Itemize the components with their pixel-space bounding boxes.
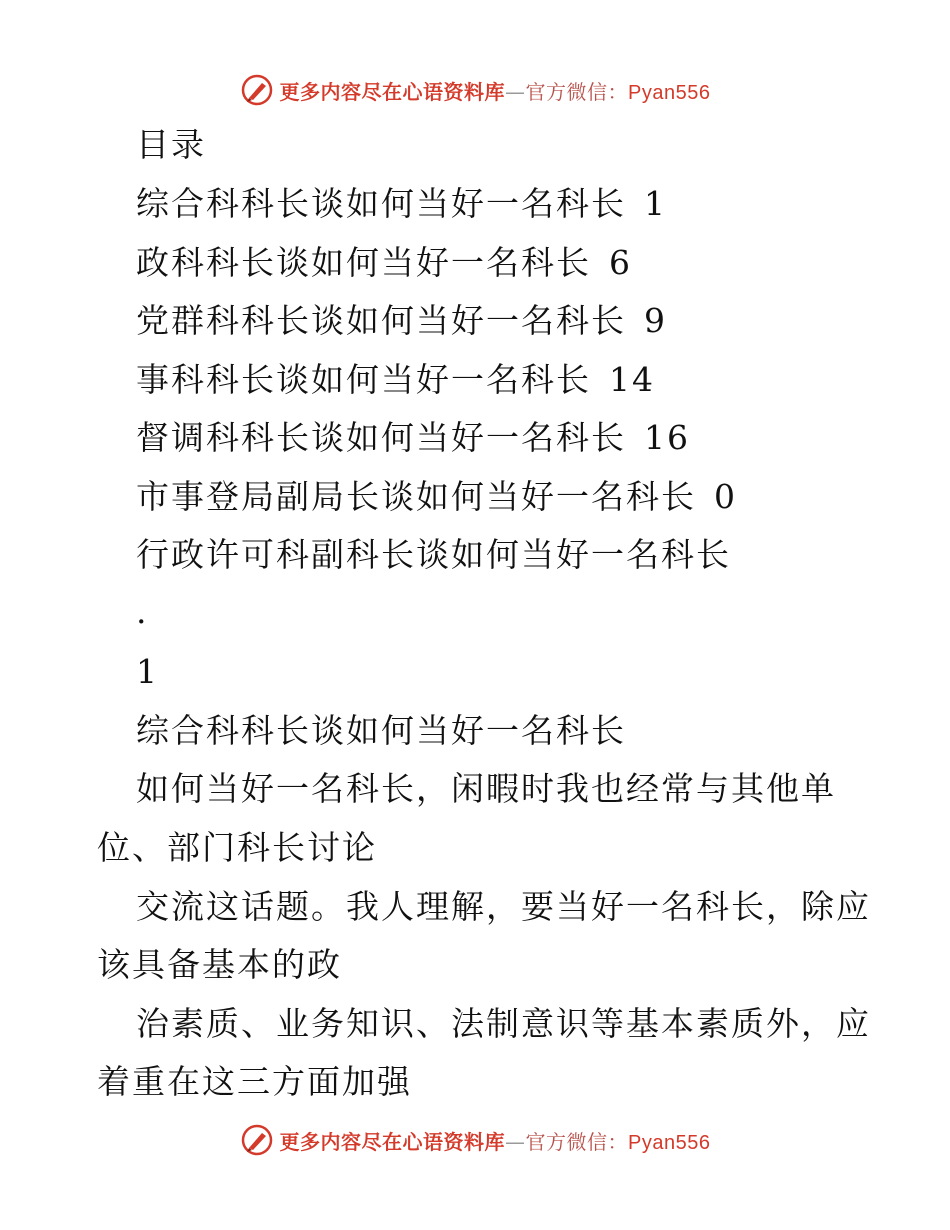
watermark-site-name: 更多内容尽在心语资料库 [279,79,506,104]
pen-logo-icon [240,73,274,107]
watermark-text [280,76,711,105]
toc-entry-title: 督调科科长谈如何当好一名科长 [136,418,626,457]
watermark-wechat-label: 官方微信： [525,79,629,104]
toc-entry [136,535,731,575]
toc-entry-title: 市事登局副局长谈如何当好一名科长 [136,477,696,516]
watermark-text [280,1126,711,1155]
body-line: 着重在这三方面加强 [97,1062,412,1101]
watermark-dash: — [505,79,526,104]
body-line: 位、部门科长讨论 [97,828,377,867]
body-line: 治素质、业务知识、法制意识等基本素质外，应 [136,1004,871,1043]
toc-entry-page: 6 [609,243,632,282]
watermark-site-name: 更多内容尽在心语资料库 [279,1129,506,1154]
toc-entry [136,301,667,341]
toc-entry-title: 事科科长谈如何当好一名科长 [136,360,591,399]
toc-entry [136,184,667,224]
watermark-wechat-label: 官方微信： [525,1129,629,1154]
body-line: 如何当好一名科长，闲暇时我也经常与其他单 [136,769,836,808]
toc-entry-page: 16 [644,418,690,457]
toc-dot: . [136,592,149,631]
toc-entry-title: 政科科长谈如何当好一名科长 [136,243,591,282]
body-line: 该具备基本的政 [97,945,342,984]
section-number: 1 [136,652,159,691]
toc-entry-title: 党群科科长谈如何当好一名科长 [136,301,626,340]
toc-entry-page: 14 [609,360,655,399]
toc-heading: 目录 [136,125,206,164]
watermark-wechat-id: Pyan556 [628,81,711,104]
toc-entry-page: 9 [644,301,667,340]
pen-logo-icon [240,1123,274,1157]
toc-entry-page: 1 [644,184,667,223]
toc-entry-title: 行政许可科副科长谈如何当好一名科长 [136,535,731,574]
toc-entry [136,477,737,517]
toc-entry [136,360,655,400]
header-watermark [0,70,950,110]
section-title: 综合科科长谈如何当好一名科长 [136,711,626,750]
toc-entry-title: 综合科科长谈如何当好一名科长 [136,184,626,223]
toc-entry [136,243,632,283]
watermark-wechat-id: Pyan556 [628,1131,711,1154]
body-line: 交流这话题。我人理解，要当好一名科长，除应 [136,887,871,926]
footer-watermark [0,1120,950,1160]
watermark-dash: — [505,1129,526,1154]
toc-entry [136,418,690,458]
toc-entry-page: 0 [714,477,737,516]
